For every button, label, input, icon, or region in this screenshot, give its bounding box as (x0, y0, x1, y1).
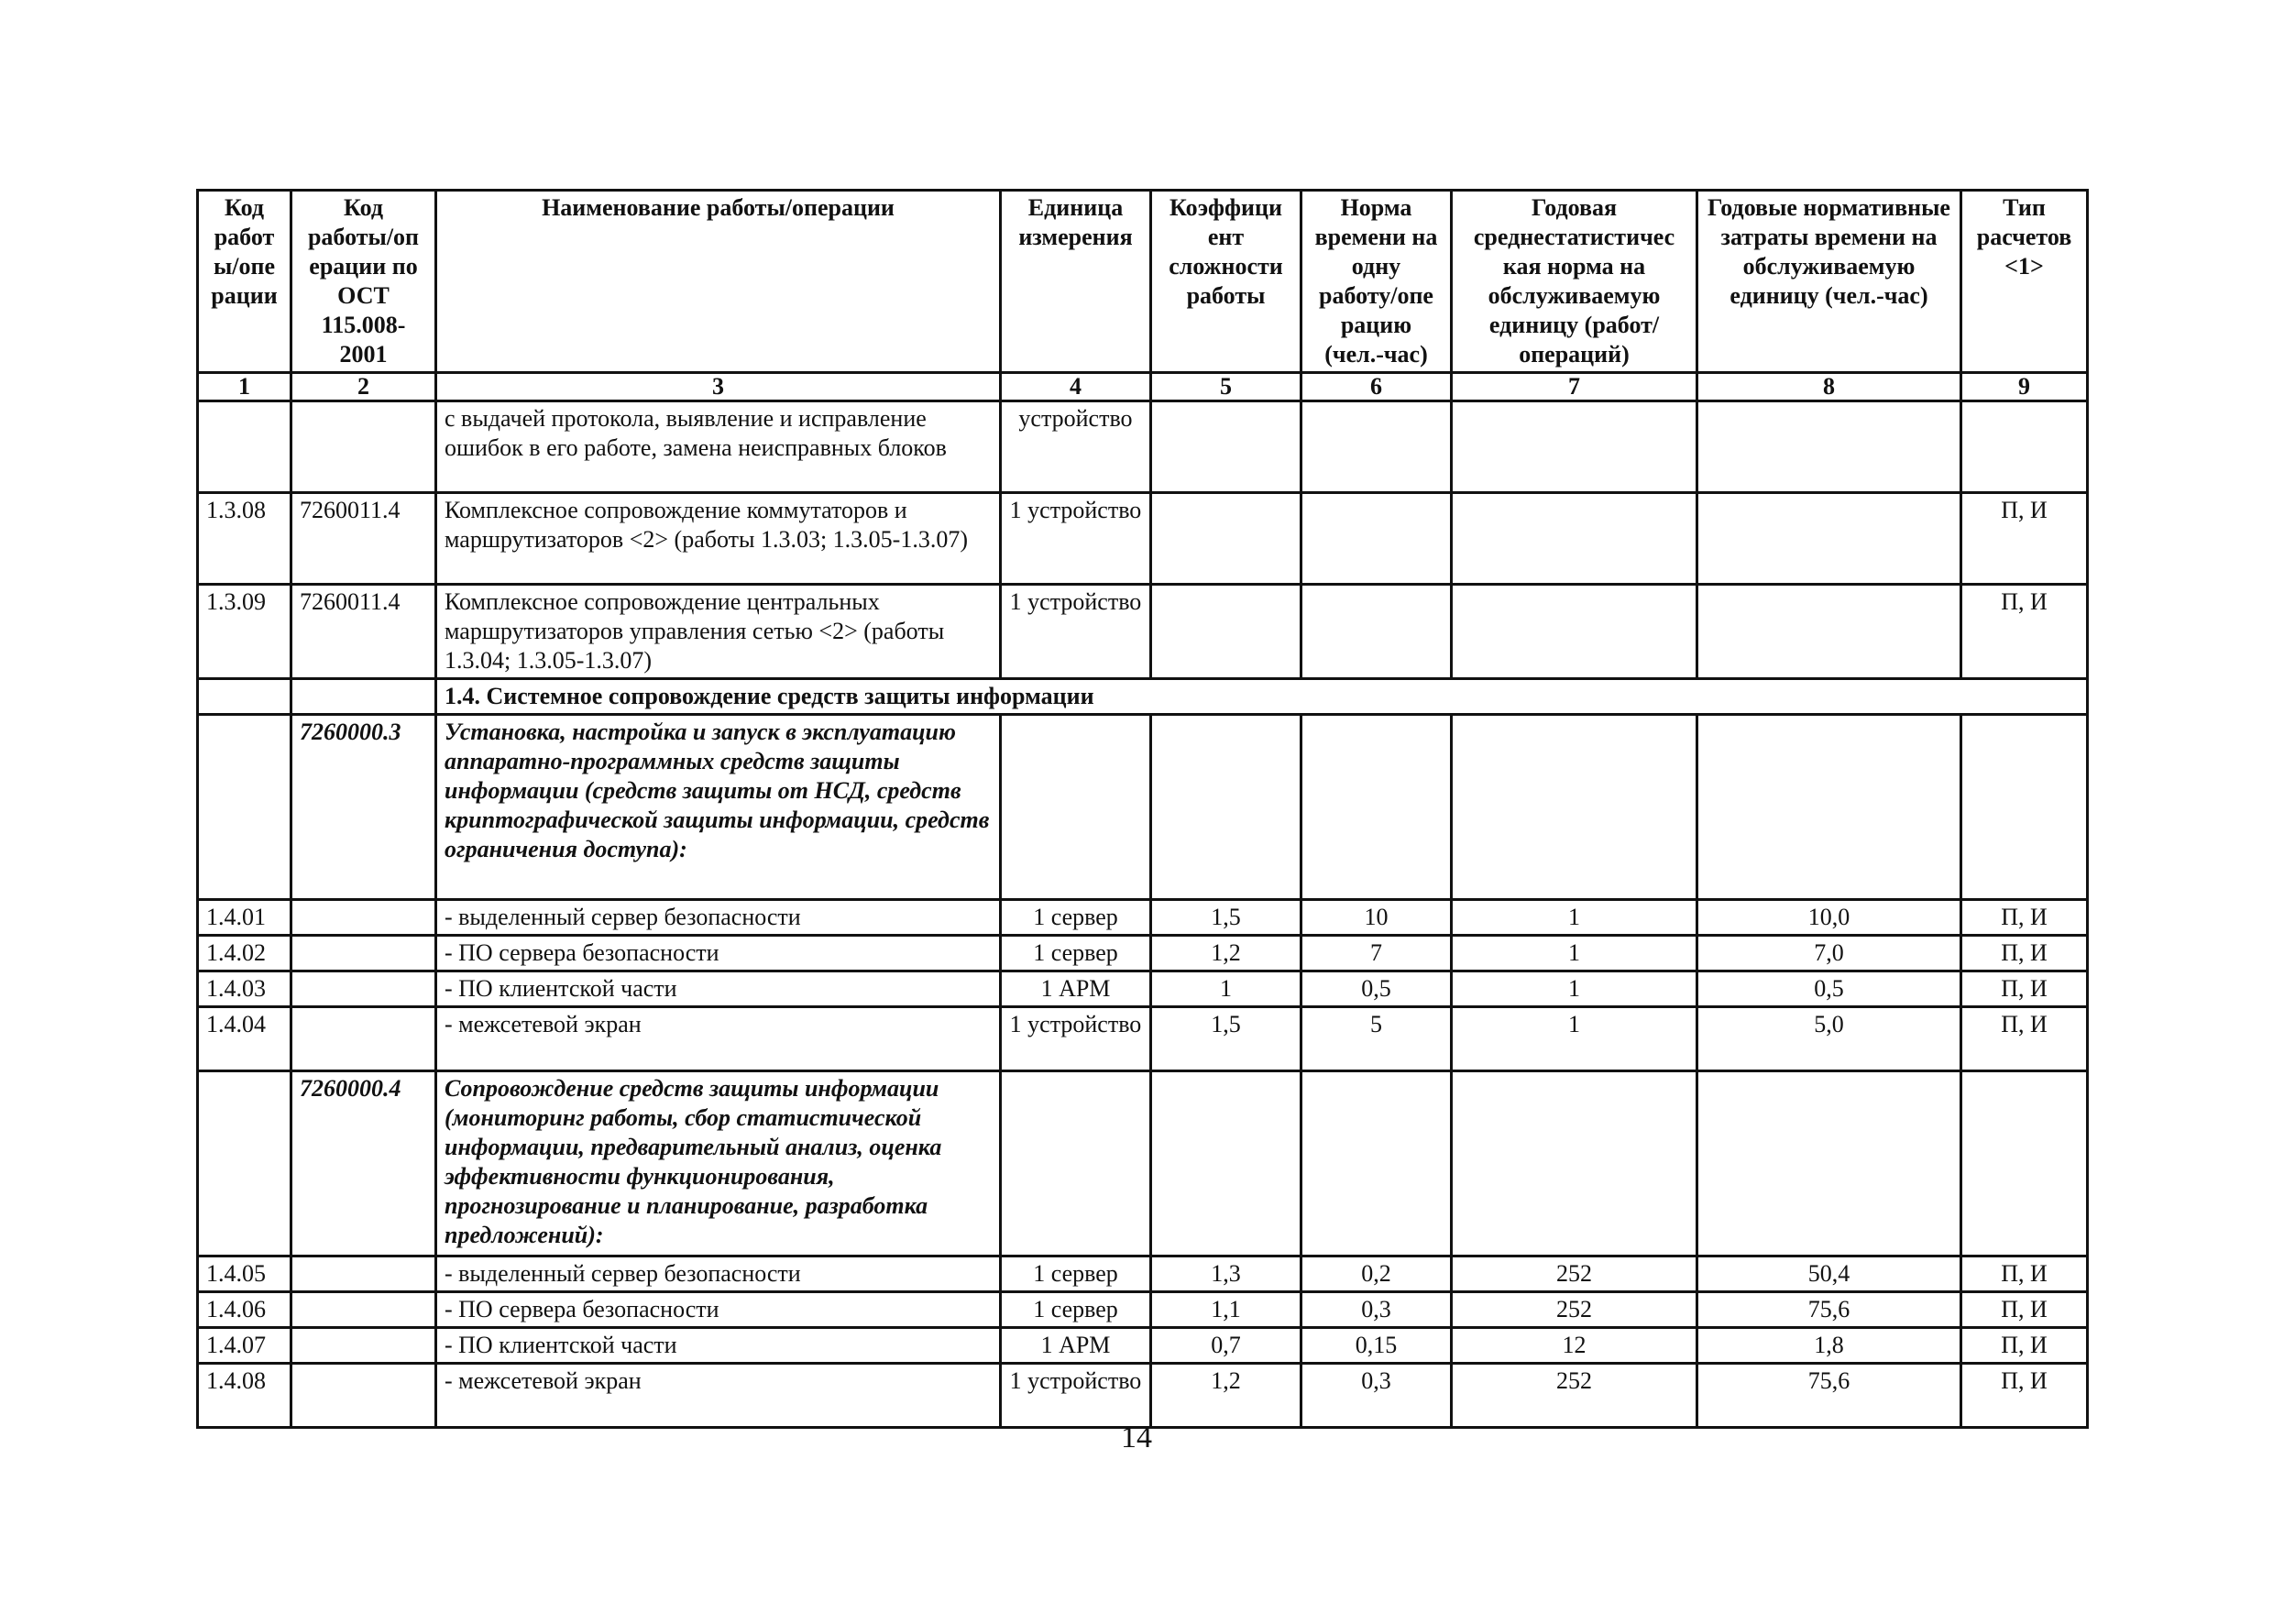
row-calc-type: П, И (1961, 1364, 2088, 1428)
row-name: - ПО клиентской части (436, 1328, 1001, 1364)
row-unit: 1 АРМ (1001, 1328, 1151, 1364)
header-unit: Единица измерения (1001, 191, 1151, 373)
row-annual-cost: 0,5 (1697, 971, 1961, 1007)
header-annual-cost: Годовые нормативные затраты времени на обслуживаемую единицу (чел.-час) (1697, 191, 1961, 373)
row-code: 1.4.06 (198, 1292, 291, 1328)
row-time-norm: 0,2 (1301, 1256, 1452, 1292)
table-row (198, 1256, 2088, 1292)
header-ost-code: Код работы/оп ерации по ОСТ 115.008-2001 (291, 191, 436, 373)
row-coefficient: 1,5 (1151, 1007, 1301, 1071)
table-row (198, 401, 2088, 493)
row-coefficient (1151, 493, 1301, 585)
row-annual-cost: 1,8 (1697, 1328, 1961, 1364)
column-number: 5 (1151, 373, 1301, 401)
table-row (198, 936, 2088, 971)
row-coefficient: 0,7 (1151, 1328, 1301, 1364)
row-name: - ПО сервера безопасности (436, 936, 1001, 971)
row-annual-norm: 1 (1452, 936, 1697, 971)
row-coefficient (1151, 585, 1301, 679)
row-code: 1.4.01 (198, 900, 291, 936)
row-code: 1.4.04 (198, 1007, 291, 1071)
row-time-norm (1301, 585, 1452, 679)
row-annual-norm: 252 (1452, 1364, 1697, 1428)
row-calc-type: П, И (1961, 900, 2088, 936)
group-name: Установка, настройка и запуск в эксплуатацию аппаратно-программных средств защиты информации (средств защиты от НСД, средств криптографической защиты информации, средств ограничения доступа): (436, 715, 1001, 900)
row-coefficient (1151, 401, 1301, 493)
table-row (198, 493, 2088, 585)
row-annual-cost: 75,6 (1697, 1292, 1961, 1328)
row-time-norm (1301, 493, 1452, 585)
row-code: 1.4.03 (198, 971, 291, 1007)
row-time-norm: 0,3 (1301, 1364, 1452, 1428)
row-coefficient: 1,2 (1151, 936, 1301, 971)
row-annual-cost: 75,6 (1697, 1364, 1961, 1428)
row-annual-cost (1697, 401, 1961, 493)
row-time-norm: 0,5 (1301, 971, 1452, 1007)
table-row (198, 585, 2088, 679)
row-code: 1.3.08 (198, 493, 291, 585)
header-name: Наименование работы/операции (436, 191, 1001, 373)
row-unit: 1 сервер (1001, 900, 1151, 936)
row-annual-cost: 10,0 (1697, 900, 1961, 936)
row-name: Комплексное сопровождение коммутаторов и маршрутизаторов <2> (работы 1.3.03; 1.3.05-1.3.07) (436, 493, 1001, 585)
row-name: - ПО сервера безопасности (436, 1292, 1001, 1328)
row-calc-type: П, И (1961, 1292, 2088, 1328)
row-calc-type (1961, 401, 2088, 493)
row-calc-type: П, И (1961, 936, 2088, 971)
header-code: Код работ ы/опе рации (198, 191, 291, 373)
row-calc-type: П, И (1961, 493, 2088, 585)
row-annual-cost (1697, 493, 1961, 585)
table-row (198, 971, 2088, 1007)
row-annual-norm (1452, 493, 1697, 585)
row-annual-norm: 1 (1452, 900, 1697, 936)
column-number-row (198, 373, 2088, 401)
row-calc-type: П, И (1961, 971, 2088, 1007)
section-title: 1.4. Системное сопровождение средств защиты информации (436, 679, 2088, 715)
row-unit: 1 сервер (1001, 1292, 1151, 1328)
row-coefficient: 1,1 (1151, 1292, 1301, 1328)
row-unit: 1 сервер (1001, 1256, 1151, 1292)
column-number: 8 (1697, 373, 1961, 401)
header-calc-type: Тип расчетов <1> (1961, 191, 2088, 373)
row-unit: 1 устройство (1001, 1364, 1151, 1428)
row-unit: 1 устройство (1001, 1007, 1151, 1071)
row-unit: 1 сервер (1001, 936, 1151, 971)
row-annual-cost: 50,4 (1697, 1256, 1961, 1292)
column-number: 3 (436, 373, 1001, 401)
row-calc-type: П, И (1961, 1007, 2088, 1071)
row-time-norm: 5 (1301, 1007, 1452, 1071)
group-ost-code: 7260000.3 (291, 715, 436, 900)
row-coefficient: 1,3 (1151, 1256, 1301, 1292)
row-code: 1.4.05 (198, 1256, 291, 1292)
table-row (198, 900, 2088, 936)
header-row (198, 191, 2088, 373)
row-annual-norm (1452, 585, 1697, 679)
group-row (198, 715, 2088, 900)
row-time-norm: 0,3 (1301, 1292, 1452, 1328)
table-row (198, 1364, 2088, 1428)
row-name: - межсетевой экран (436, 1007, 1001, 1071)
row-unit: устройство (1001, 401, 1151, 493)
row-code: 1.4.08 (198, 1364, 291, 1428)
row-time-norm: 10 (1301, 900, 1452, 936)
row-name: - выделенный сервер безопасности (436, 1256, 1001, 1292)
row-annual-norm: 1 (1452, 1007, 1697, 1071)
row-annual-norm (1452, 401, 1697, 493)
row-coefficient: 1 (1151, 971, 1301, 1007)
row-time-norm: 7 (1301, 936, 1452, 971)
page-number: 14 (1121, 1421, 1152, 1454)
row-name: - выделенный сервер безопасности (436, 900, 1001, 936)
header-coefficient: Коэффици ент сложности работы (1151, 191, 1301, 373)
row-unit: 1 устройство (1001, 585, 1151, 679)
row-name: - ПО клиентской части (436, 971, 1001, 1007)
row-code (198, 401, 291, 493)
row-annual-norm: 1 (1452, 971, 1697, 1007)
row-time-norm: 0,15 (1301, 1328, 1452, 1364)
header-time-norm: Норма времени на одну работу/опе рацию (чел.-час) (1301, 191, 1452, 373)
group-row (198, 1071, 2088, 1256)
row-calc-type: П, И (1961, 585, 2088, 679)
row-annual-cost: 7,0 (1697, 936, 1961, 971)
row-annual-norm: 252 (1452, 1256, 1697, 1292)
row-annual-cost (1697, 585, 1961, 679)
header-annual-norm: Годовая среднестатистичес кая норма на обслуживаемую единицу (работ/операций) (1452, 191, 1697, 373)
group-name: Сопровождение средств защиты информации (мониторинг работы, сбор статистической информации, предварительный анализ, оценка эффективности функционирования, прогнозирование и планирование, разработка предложений): (436, 1071, 1001, 1256)
column-number: 2 (291, 373, 436, 401)
row-unit: 1 устройство (1001, 493, 1151, 585)
column-number: 6 (1301, 373, 1452, 401)
row-unit: 1 АРМ (1001, 971, 1151, 1007)
row-name: с выдачей протокола, выявление и исправление ошибок в его работе, замена неисправных блоков (436, 401, 1001, 493)
row-code: 1.3.09 (198, 585, 291, 679)
norms-table (196, 189, 2089, 1429)
row-ost-code: 7260011.4 (291, 493, 436, 585)
row-code: 1.4.02 (198, 936, 291, 971)
table-row (198, 1007, 2088, 1071)
column-number: 7 (1452, 373, 1697, 401)
section-row (198, 679, 2088, 715)
table-row (198, 1328, 2088, 1364)
row-annual-cost: 5,0 (1697, 1007, 1961, 1071)
group-ost-code: 7260000.4 (291, 1071, 436, 1256)
row-ost-code (291, 401, 436, 493)
row-name: - межсетевой экран (436, 1364, 1001, 1428)
row-coefficient: 1,5 (1151, 900, 1301, 936)
row-ost-code: 7260011.4 (291, 585, 436, 679)
column-number: 9 (1961, 373, 2088, 401)
row-coefficient: 1,2 (1151, 1364, 1301, 1428)
row-calc-type: П, И (1961, 1328, 2088, 1364)
row-annual-norm: 252 (1452, 1292, 1697, 1328)
row-name: Комплексное сопровождение центральных маршрутизаторов управления сетью <2> (работы 1.3.04; 1.3.05-1.3.07) (436, 585, 1001, 679)
row-annual-norm: 12 (1452, 1328, 1697, 1364)
column-number: 4 (1001, 373, 1151, 401)
table-row (198, 1292, 2088, 1328)
row-code: 1.4.07 (198, 1328, 291, 1364)
row-calc-type: П, И (1961, 1256, 2088, 1292)
column-number: 1 (198, 373, 291, 401)
row-time-norm (1301, 401, 1452, 493)
